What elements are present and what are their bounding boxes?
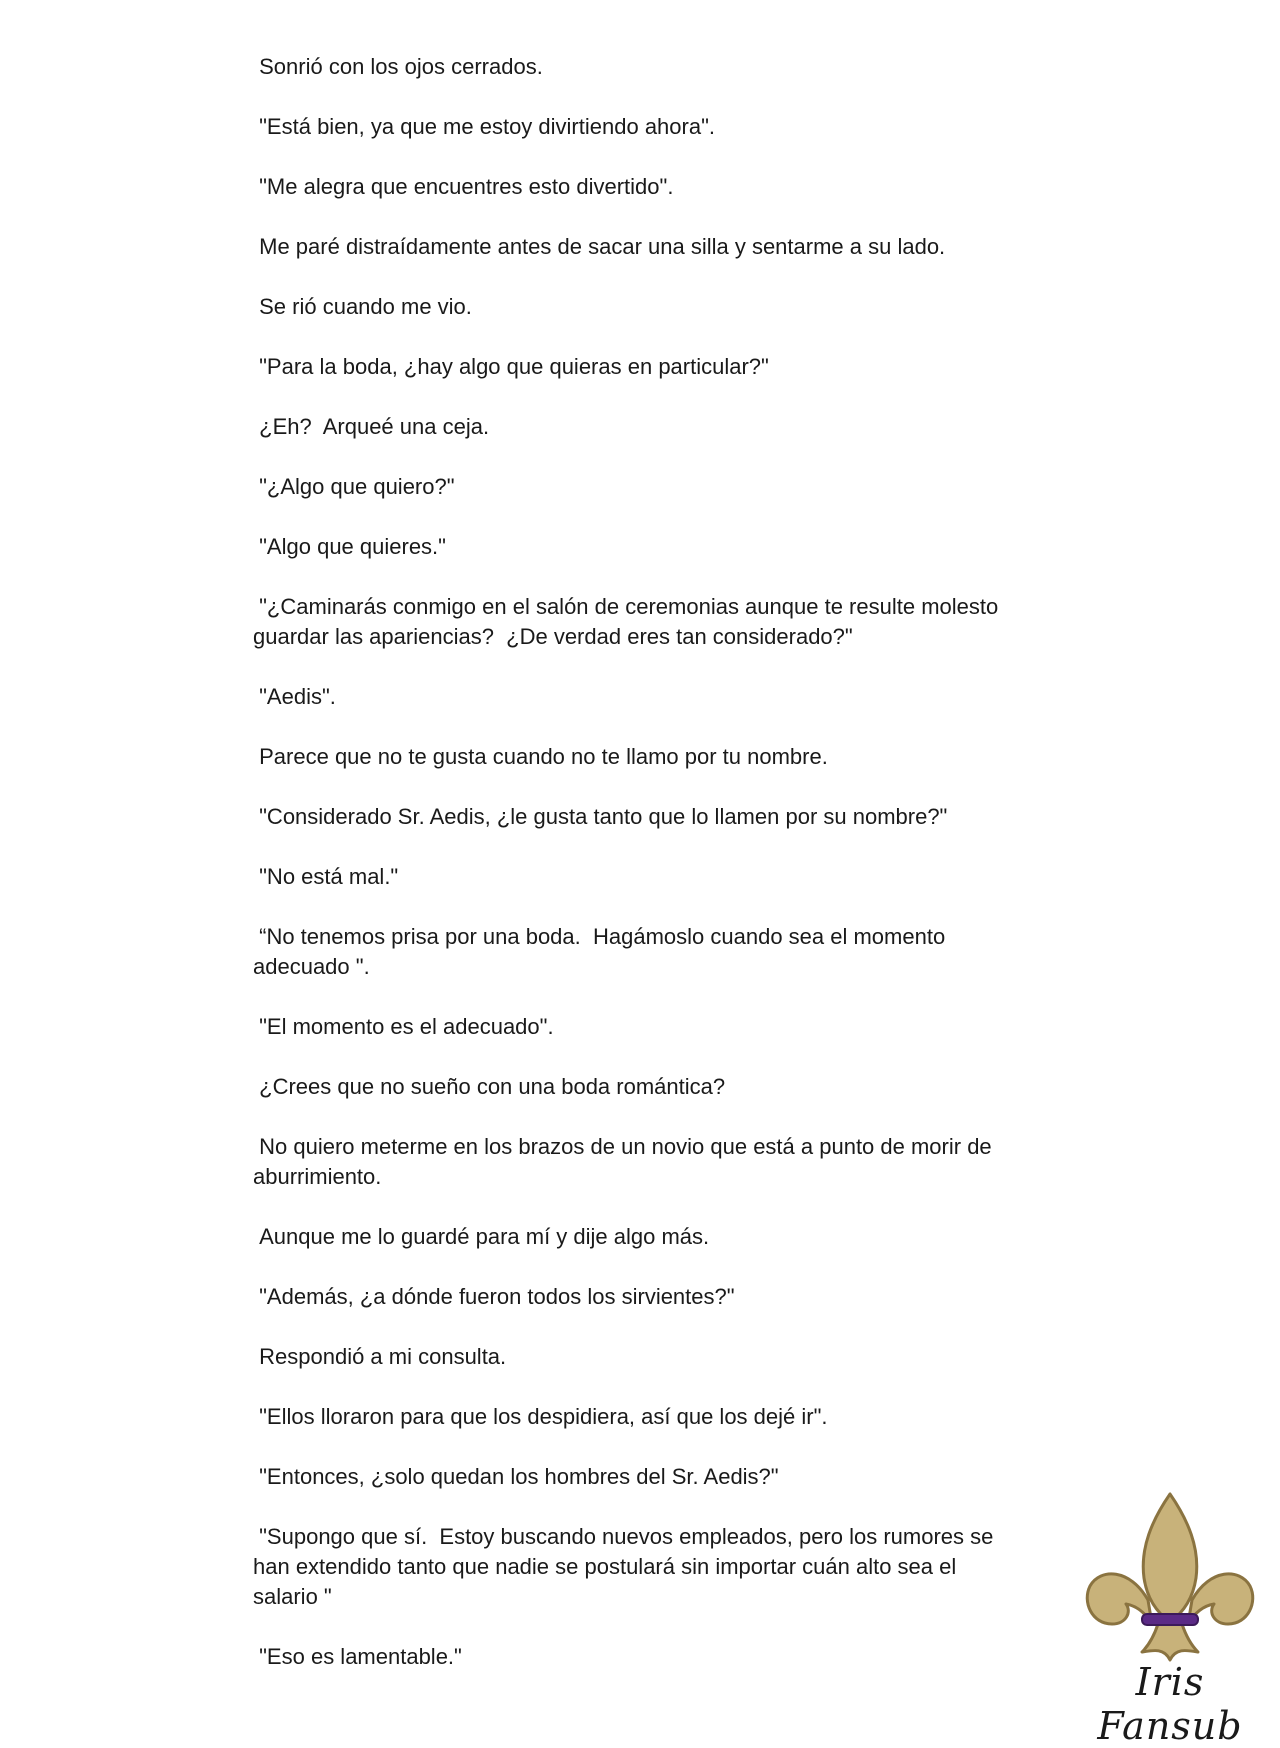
paragraph: "Aedis". (253, 684, 336, 709)
paragraph: "El momento es el adecuado". (253, 1014, 554, 1039)
watermark-text: Iris Fansub (1097, 1660, 1243, 1748)
paragraph: "Además, ¿a dónde fueron todos los sirvientes?" (253, 1284, 735, 1309)
watermark (1070, 1490, 1270, 1748)
paragraph: Me paré distraídamente antes de sacar una silla y sentarme a su lado. (253, 234, 946, 259)
paragraph: "¿Algo que quiero?" (253, 474, 455, 499)
paragraph: Respondió a mi consulta. (253, 1344, 507, 1369)
paragraph: Sonrió con los ojos cerrados. (253, 54, 543, 79)
paragraph: "Supongo que sí. Estoy buscando nuevos empleados, pero los rumores se han extendido tanto que nadie se postulará sin importar cuán alto sea el salario " (253, 1524, 994, 1609)
paragraph: ¿Eh? Arqueé una ceja. (253, 414, 490, 439)
fleur-de-lis-icon (1082, 1490, 1258, 1665)
paragraph: "¿Caminarás conmigo en el salón de ceremonias aunque te resulte molesto guardar las apariencias? ¿De verdad eres tan considerado?" (253, 594, 999, 649)
paragraph: Parece que no te gusta cuando no te llamo por tu nombre. (253, 744, 828, 769)
paragraph: "Me alegra que encuentres esto divertido". (253, 174, 674, 199)
paragraph: "Entonces, ¿solo quedan los hombres del Sr. Aedis?" (253, 1464, 779, 1489)
paragraph: "Eso es lamentable." (253, 1644, 462, 1669)
paragraph: Aunque me lo guardé para mí y dije algo más. (253, 1224, 710, 1249)
paragraph: "Para la boda, ¿hay algo que quieras en particular?" (253, 354, 769, 379)
paragraph: No quiero meterme en los brazos de un novio que está a punto de morir de aburrimiento. (253, 1134, 992, 1189)
paragraph: “No tenemos prisa por una boda. Hagámoslo cuando sea el momento adecuado ". (253, 924, 946, 979)
document-body (253, 52, 1053, 1702)
paragraph: "Algo que quieres." (253, 534, 446, 559)
paragraph: "Ellos lloraron para que los despidiera, así que los dejé ir". (253, 1404, 828, 1429)
paragraph: "Considerado Sr. Aedis, ¿le gusta tanto que lo llamen por su nombre?" (253, 804, 948, 829)
paragraph: "No está mal." (253, 864, 399, 889)
paragraph: Se rió cuando me vio. (253, 294, 472, 319)
paragraph: ¿Crees que no sueño con una boda romántica? (253, 1074, 726, 1099)
paragraph: "Está bien, ya que me estoy divirtiendo ahora". (253, 114, 716, 139)
